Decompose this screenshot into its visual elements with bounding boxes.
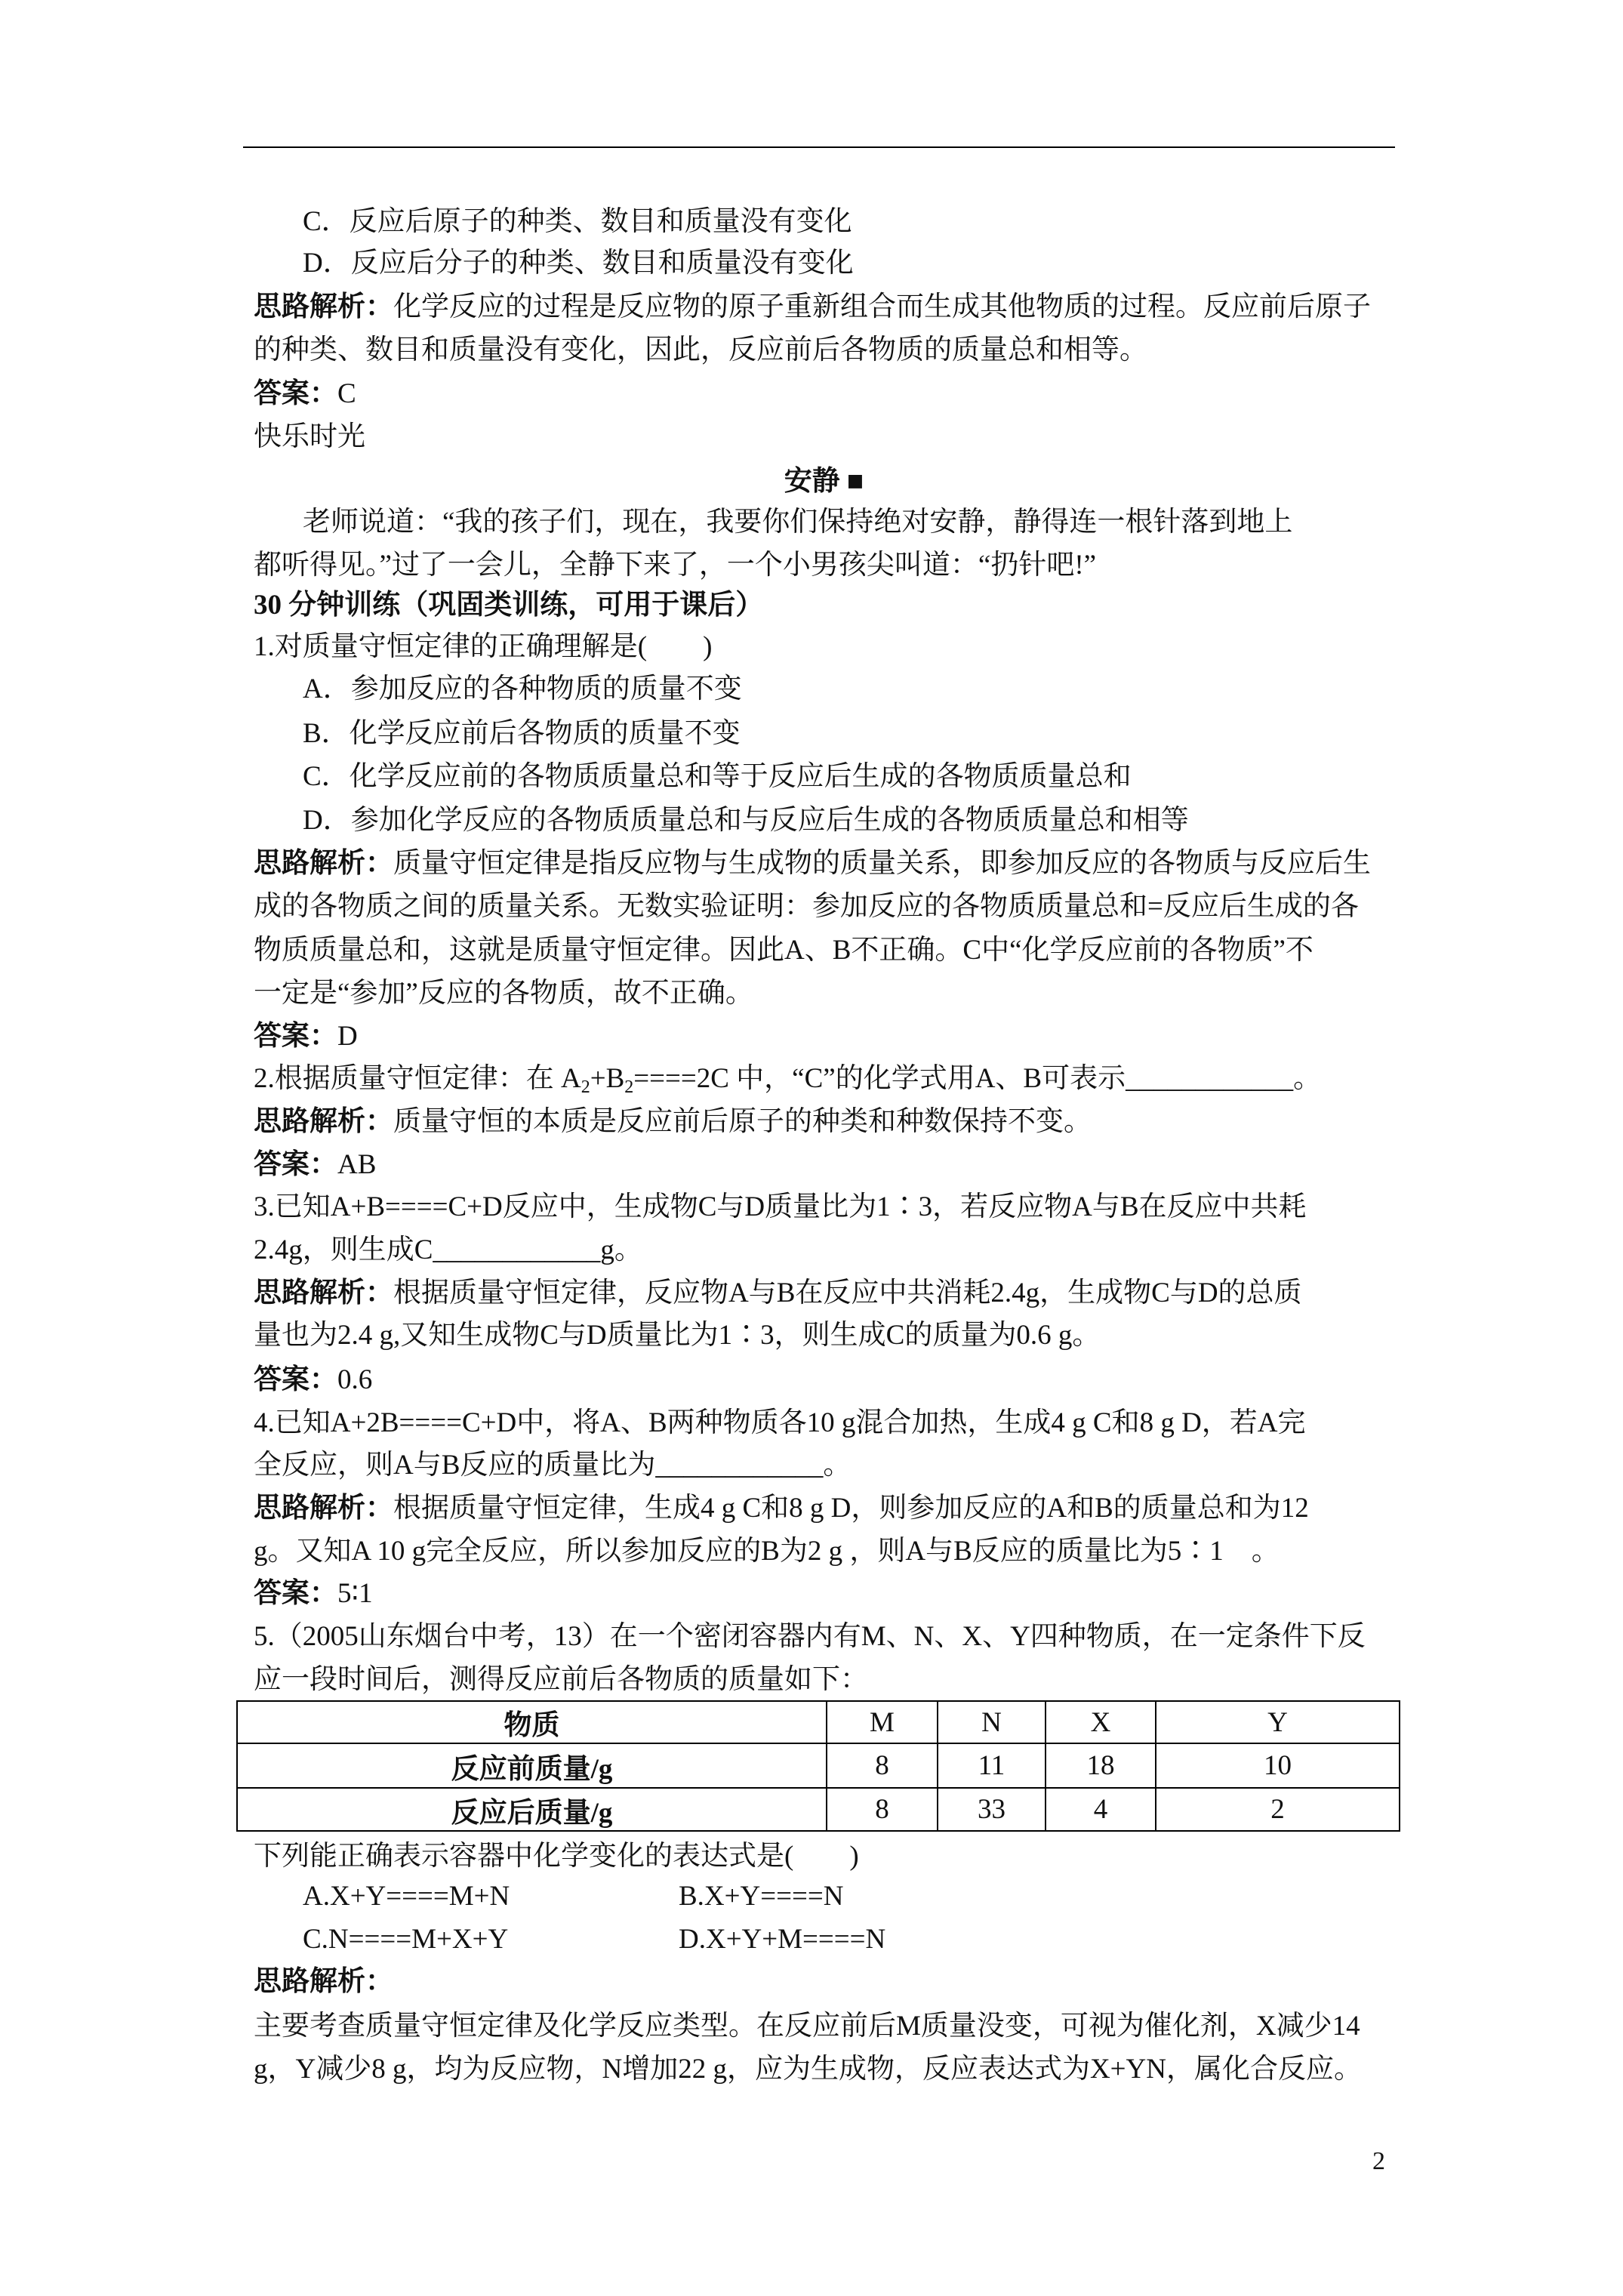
- table-header-cell: N: [938, 1701, 1046, 1743]
- analysis-label: 思路解析：: [254, 1493, 393, 1524]
- answer-label: 答案：: [254, 1578, 337, 1609]
- q1-answer-line: [254, 1015, 358, 1058]
- q5-option-d: D.X+Y+M====N: [679, 1924, 886, 1955]
- q4-analysis-line: g。又知A 10 g完全反应，所以参加反应的B为2 g ，则A与B反应的质量比为5∶1 。: [254, 1536, 1280, 1567]
- q5-option-b: B.X+Y====N: [679, 1881, 844, 1912]
- q5-question: 下列能正确表示容器中化学变化的表达式是( ): [254, 1841, 859, 1872]
- table-cell: 4: [1046, 1788, 1156, 1831]
- table-cell: 8: [827, 1788, 938, 1831]
- q5-option-a: A.X+Y====M+N: [303, 1881, 510, 1912]
- answer-label: 答案：: [254, 378, 337, 409]
- q1-analysis-line: 物质质量总和，这就是质量守恒定律。因此A、B不正确。C中“化学反应前的各物质”不: [254, 935, 1313, 966]
- analysis-label: 思路解析：: [254, 848, 393, 879]
- story-title: 安静 ■: [784, 466, 864, 497]
- table-row: [237, 1788, 1400, 1831]
- q5-stem: 应一段时间后，测得反应前后各物质的质量如下：: [254, 1664, 868, 1695]
- q4-stem: 全反应，则A与B反应的质量比为____________。: [254, 1450, 852, 1481]
- subscript: 2: [624, 1077, 634, 1097]
- prev-analysis-line: 的种类、数目和质量没有变化，因此，反应前后各物质的质量总和相等。: [254, 334, 1147, 365]
- prev-option-c: C．反应后原子的种类、数目和质量没有变化: [303, 206, 852, 237]
- analysis-label: 思路解析：: [254, 1966, 393, 1997]
- q1-option-c: C．化学反应前的各物质质量总和等于反应后生成的各物质质量总和: [303, 761, 1132, 792]
- analysis-text: 根据质量守恒定律，生成4 g C和8 g D，则参加反应的A和B的质量总和为12: [393, 1493, 1309, 1524]
- q5-analysis-line: g，Y减少8 g，均为反应物，N增加22 g，应为生成物，反应表达式为X+YN，属化合反应。: [254, 2054, 1362, 2085]
- analysis-label: 思路解析：: [254, 1277, 393, 1308]
- q2-stem-prefix: 2.根据质量守恒定律：在 A: [254, 1063, 581, 1094]
- story-line: 都听得见。”过了一会儿，全静下来了，一个小男孩尖叫道：“扔针吧!”: [254, 550, 1097, 581]
- table-header-cell: M: [827, 1701, 938, 1743]
- q2-answer-line: [254, 1143, 376, 1186]
- prev-analysis-line: [254, 285, 1371, 328]
- q2-stem-mid: +B: [590, 1063, 625, 1094]
- answer-value: C: [337, 378, 356, 409]
- page-number: 2: [1372, 2147, 1385, 2175]
- answer-label: 答案：: [254, 1021, 337, 1052]
- table-row: [237, 1743, 1400, 1788]
- q5-analysis-line: 主要考查质量守恒定律及化学反应类型。在反应前后M质量没变，可视为催化剂，X减少14: [254, 2011, 1360, 2042]
- q1-analysis-line: [254, 842, 1371, 885]
- q5-option-c: C.N====M+X+Y: [303, 1924, 509, 1955]
- q2-stem: [254, 1057, 1321, 1100]
- q3-stem: 2.4g，则生成C____________g。: [254, 1234, 642, 1265]
- table-header-cell: X: [1046, 1701, 1156, 1743]
- q1-option-a: A．参加反应的各种物质的质量不变: [303, 673, 742, 704]
- answer-value: 0.6: [337, 1364, 373, 1395]
- table-header-cell: Y: [1156, 1701, 1400, 1743]
- table-cell: 反应前质量/g: [237, 1743, 827, 1788]
- answer-value: 5∶1: [337, 1578, 373, 1609]
- q2-analysis-line: [254, 1100, 1092, 1143]
- q3-answer-line: [254, 1358, 372, 1401]
- q3-stem: 3.已知A+B====C+D反应中，生成物C与D质量比为1∶3，若反应物A与B在反应中共耗: [254, 1191, 1307, 1222]
- analysis-text: 质量守恒的本质是反应前后原子的种类和种数保持不变。: [393, 1106, 1092, 1137]
- q1-option-b: B．化学反应前后各物质的质量不变: [303, 718, 741, 749]
- table-cell: 18: [1046, 1743, 1156, 1788]
- analysis-text: 化学反应的过程是反应物的原子重新组合而生成其他物质的过程。反应前后原子: [393, 291, 1371, 322]
- table-cell: 8: [827, 1743, 938, 1788]
- table-header-cell: 物质: [237, 1701, 827, 1743]
- answer-value: D: [337, 1021, 358, 1052]
- q3-analysis-line: [254, 1271, 1302, 1314]
- table-cell: 反应后质量/g: [237, 1788, 827, 1831]
- q4-answer-line: [254, 1572, 373, 1615]
- q1-stem: 1.对质量守恒定律的正确理解是( ): [254, 631, 713, 662]
- analysis-text: 根据质量守恒定律，反应物A与B在反应中共消耗2.4g，生成物C与D的总质: [393, 1277, 1302, 1308]
- training-title: 30 分钟训练（巩固类训练，可用于课后）: [254, 590, 764, 621]
- q5-stem: 5.（2005山东烟台中考，13）在一个密闭容器内有M、N、X、Y四种物质，在一定条件下反: [254, 1621, 1366, 1652]
- answer-label: 答案：: [254, 1364, 337, 1395]
- mass-table: [236, 1700, 1400, 1832]
- subscript: 2: [581, 1077, 590, 1097]
- prev-option-d: D．反应后分子的种类、数目和质量没有变化: [303, 248, 854, 279]
- prev-answer-line: [254, 372, 356, 415]
- q1-analysis-line: 一定是“参加”反应的各物质，故不正确。: [254, 978, 753, 1009]
- happy-time-label: 快乐时光: [254, 421, 365, 452]
- q4-analysis-line: [254, 1487, 1309, 1530]
- q1-analysis-line: 成的各物质之间的质量关系。无数实验证明：参加反应的各物质质量总和=反应后生成的各: [254, 891, 1359, 922]
- table-cell: 10: [1156, 1743, 1400, 1788]
- answer-value: AB: [337, 1149, 377, 1180]
- q2-stem-suffix: ====2C 中，“C”的化学式用A、B可表示____________。: [633, 1063, 1322, 1094]
- analysis-text: 质量守恒定律是指反应物与生成物的质量关系，即参加反应的各物质与反应后生: [393, 848, 1371, 879]
- table-cell: 33: [938, 1788, 1046, 1831]
- table-cell: 11: [938, 1743, 1046, 1788]
- header-rule: [243, 146, 1395, 148]
- story-line: 老师说道：“我的孩子们，现在，我要你们保持绝对安静，静得连一根针落到地上: [303, 507, 1293, 538]
- table-header-row: [237, 1701, 1400, 1743]
- table-cell: 2: [1156, 1788, 1400, 1831]
- q4-stem: 4.已知A+2B====C+D中，将A、B两种物质各10 g混合加热，生成4 g C和8 g D，若A完: [254, 1407, 1306, 1438]
- analysis-label: 思路解析：: [254, 291, 393, 322]
- q3-analysis-line: 量也为2.4 g,又知生成物C与D质量比为1∶3，则生成C的质量为0.6 g。: [254, 1320, 1101, 1351]
- q1-option-d: D．参加化学反应的各物质质量总和与反应后生成的各物质质量总和相等: [303, 805, 1189, 836]
- analysis-label: 思路解析：: [254, 1106, 393, 1137]
- answer-label: 答案：: [254, 1149, 337, 1180]
